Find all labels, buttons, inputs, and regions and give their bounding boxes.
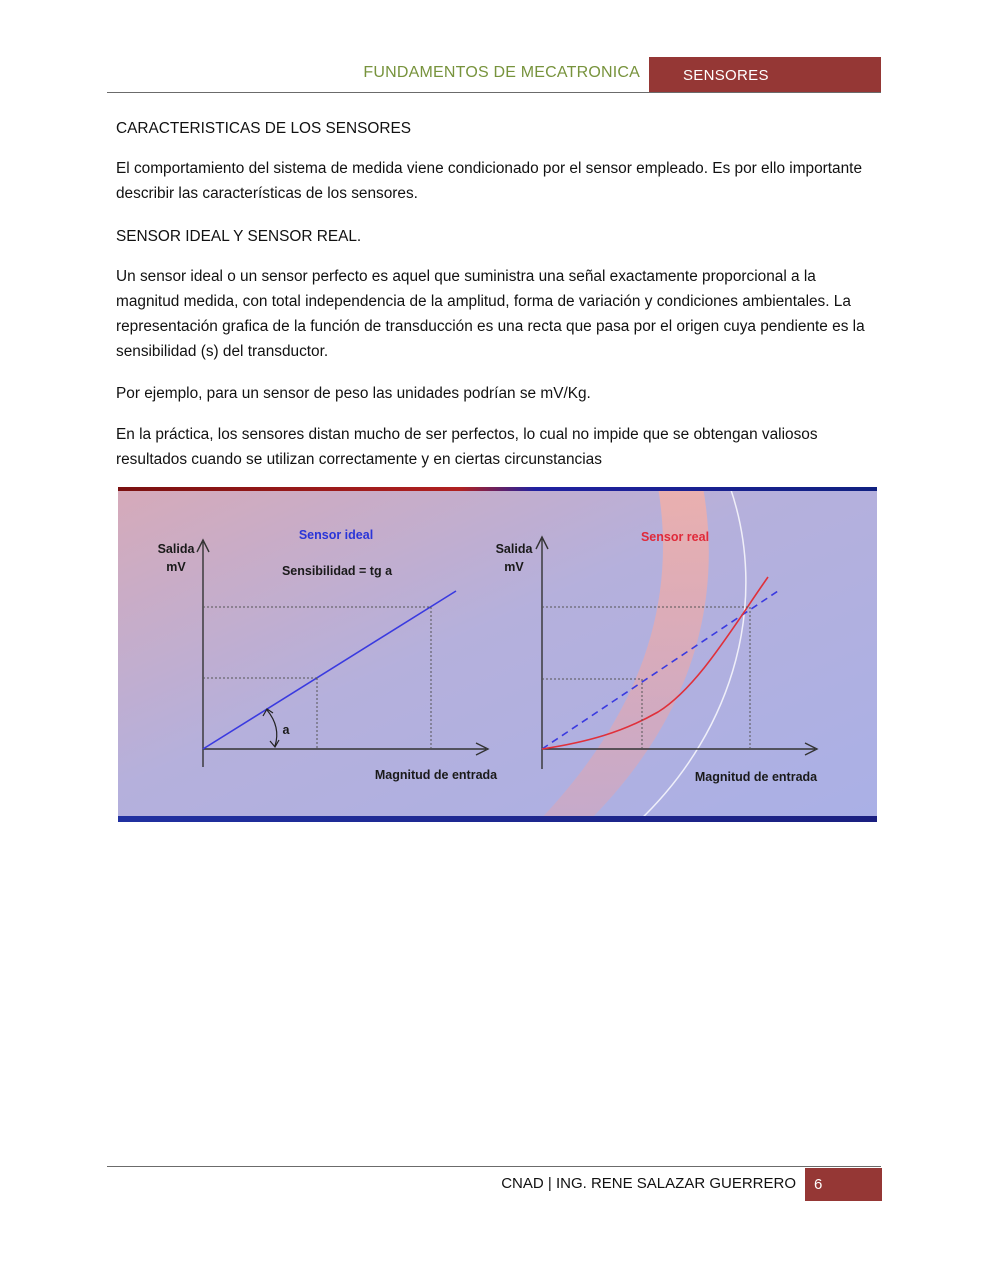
- header-section-tab: [649, 57, 881, 93]
- real-title: Sensor real: [640, 530, 710, 544]
- sensor-diagram-figure: [118, 487, 877, 822]
- real-y-label-mv: mV: [504, 560, 524, 574]
- ideal-sensitivity-label: Sensibilidad = tg a: [281, 564, 393, 578]
- heading-ideal-real: SENSOR IDEAL Y SENSOR REAL.: [116, 228, 362, 245]
- paragraph-ideal-sensor: [116, 264, 876, 364]
- figure-top-bar: [118, 487, 877, 491]
- paragraph-practice-text: En la práctica, los sensores distan mucho de ser perfectos, lo cual no impide que se obtengan valiosos resultados cuando se utilizan correctamente y en ciertas circunstancias: [116, 426, 818, 468]
- footer-divider: [107, 1166, 881, 1167]
- ideal-y-label-mv: mV: [166, 560, 186, 574]
- header-title: FUNDAMENTOS DE MECATRONICA: [363, 64, 640, 81]
- paragraph-example-text: Por ejemplo, para un sensor de peso las unidades podrían se mV/Kg.: [116, 385, 591, 402]
- section-heading-characteristics: [116, 116, 876, 141]
- header-section-label: SENSORES: [683, 67, 769, 84]
- paragraph-practice: [116, 422, 876, 472]
- page-number: 6: [814, 1176, 823, 1193]
- paragraph-intro: [116, 156, 876, 206]
- ideal-x-label: Magnitud de entrada: [374, 768, 498, 782]
- footer-credit: CNAD | ING. RENE SALAZAR GUERRERO: [501, 1175, 796, 1192]
- footer-page-box: [805, 1168, 882, 1201]
- header-divider: [107, 92, 881, 93]
- heading-characteristics: CARACTERISTICAS DE LOS SENSORES: [116, 120, 412, 137]
- real-y-label-salida: Salida: [495, 542, 533, 556]
- paragraph-ideal-sensor-text: Un sensor ideal o un sensor perfecto es aquel que suministra una señal exactamente proporcional a la magnitud medida, con total independencia de la amplitud, forma de variación y condiciones ambientales. La representación grafica de la función de transducción es una recta que pasa por el origen cuya pendiente es la sensibilidad (s) del transductor.: [116, 268, 865, 360]
- real-x-label: Magnitud de entrada: [694, 770, 818, 784]
- sensor-diagram-svg: [118, 487, 877, 822]
- paragraph-example: [116, 381, 876, 406]
- ideal-title: Sensor ideal: [298, 528, 374, 542]
- paragraph-intro-text: El comportamiento del sistema de medida viene condicionado por el sensor empleado. Es por ello importante describir las características de los sensores.: [116, 160, 863, 202]
- section-heading-ideal-real: [116, 224, 876, 249]
- ideal-angle-label: a: [282, 723, 290, 737]
- ideal-y-label-salida: Salida: [157, 542, 195, 556]
- figure-bottom-bar: [118, 816, 877, 822]
